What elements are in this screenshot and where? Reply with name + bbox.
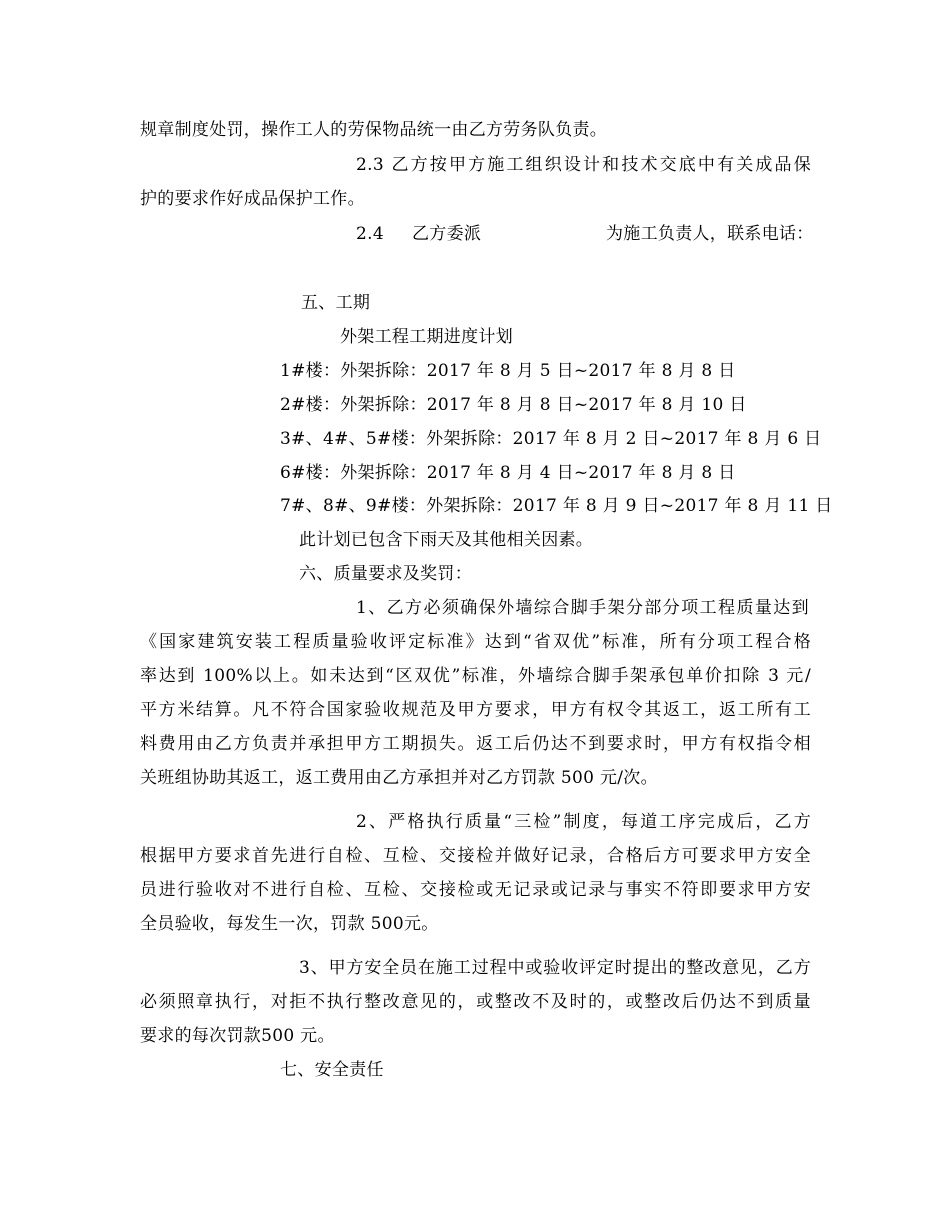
paragraph-line: 率达到 100%以上。如未达到“区双优”标准，外墙综合脚手架承包单价扣除 3 元/ xyxy=(140,666,811,686)
paragraph-line: 2、严格执行质量“三检”制度，每道工序完成后，乙方 xyxy=(356,812,811,832)
section-heading: 五、工期 xyxy=(301,293,371,313)
paragraph-line: 根据甲方要求首先进行自检、互检、交接检并做好记录，合格后方可要求甲方安全 xyxy=(140,846,811,866)
schedule-item: 7#、8#、9#楼：外架拆除：2017 年 8 月 9 日~2017 年 8 月 11 日 xyxy=(280,496,833,516)
paragraph-line: 必须照章执行，对拒不执行整改意见的，或整改不及时的，或整改后仍达不到质量 xyxy=(140,992,811,1012)
schedule-item: 1#楼：外架拆除：2017 年 8 月 5 日~2017 年 8 月 8 日 xyxy=(280,361,736,381)
paragraph-line: 料费用由乙方负责并承担甲方工期损失。返工后仍达不到要求时，甲方有权指令相 xyxy=(140,734,811,754)
paragraph-line: 全员验收，每发生一次，罚款 500元。 xyxy=(140,914,439,934)
schedule-item: 2#楼：外架拆除：2017 年 8 月 8 日~2017 年 8 月 10 日 xyxy=(280,395,747,415)
paragraph-line: 《国家建筑安装工程质量验收评定标准》达到“省双优”标准，所有分项工程合格 xyxy=(140,632,811,652)
paragraph-line: 员进行验收对不进行自检、互检、交接检或无记录或记录与事实不符即要求甲方安 xyxy=(140,880,811,900)
item-2-4-number: 2.4 xyxy=(356,224,384,244)
schedule-item: 6#楼：外架拆除：2017 年 8 月 4 日~2017 年 8 月 8 日 xyxy=(280,463,736,483)
paragraph-line: 平方米结算。凡不符合国家验收规范及甲方要求，甲方有权令其返工，返工所有工 xyxy=(140,700,811,720)
paragraph-line: 规章制度处罚，操作工人的劳保物品统一由乙方劳务队负责。 xyxy=(140,120,608,140)
paragraph-line: 要求的每次罚款500 元。 xyxy=(140,1026,335,1046)
item-2-4-role: 为施工负责人，联系电话： xyxy=(606,224,814,244)
section-heading: 六、质量要求及奖罚： xyxy=(299,564,472,584)
schedule-item: 3#、4#、5#楼：外架拆除：2017 年 8 月 2 日~2017 年 8 月 6 日 xyxy=(280,429,822,449)
schedule-note: 此计划已包含下雨天及其他相关因素。 xyxy=(299,530,594,550)
item-2-4-label: 乙方委派 xyxy=(412,224,482,244)
paragraph-line: 3、甲方安全员在施工过程中或验收评定时提出的整改意见，乙方 xyxy=(299,958,811,978)
item-2-3-line-2: 护的要求作好成品保护工作。 xyxy=(140,189,365,209)
paragraph-line: 1、乙方必须确保外墙综合脚手架分部分项工程质量达到 xyxy=(356,598,809,618)
schedule-title: 外架工程工期进度计划 xyxy=(340,327,513,347)
paragraph-line: 关班组协助其返工，返工费用由乙方承担并对乙方罚款 500 元/次。 xyxy=(140,768,658,788)
item-2-3-line-1: 2.3 乙方按甲方施工组织设计和技术交底中有关成品保 xyxy=(356,155,811,175)
section-heading: 七、安全责任 xyxy=(280,1060,384,1080)
